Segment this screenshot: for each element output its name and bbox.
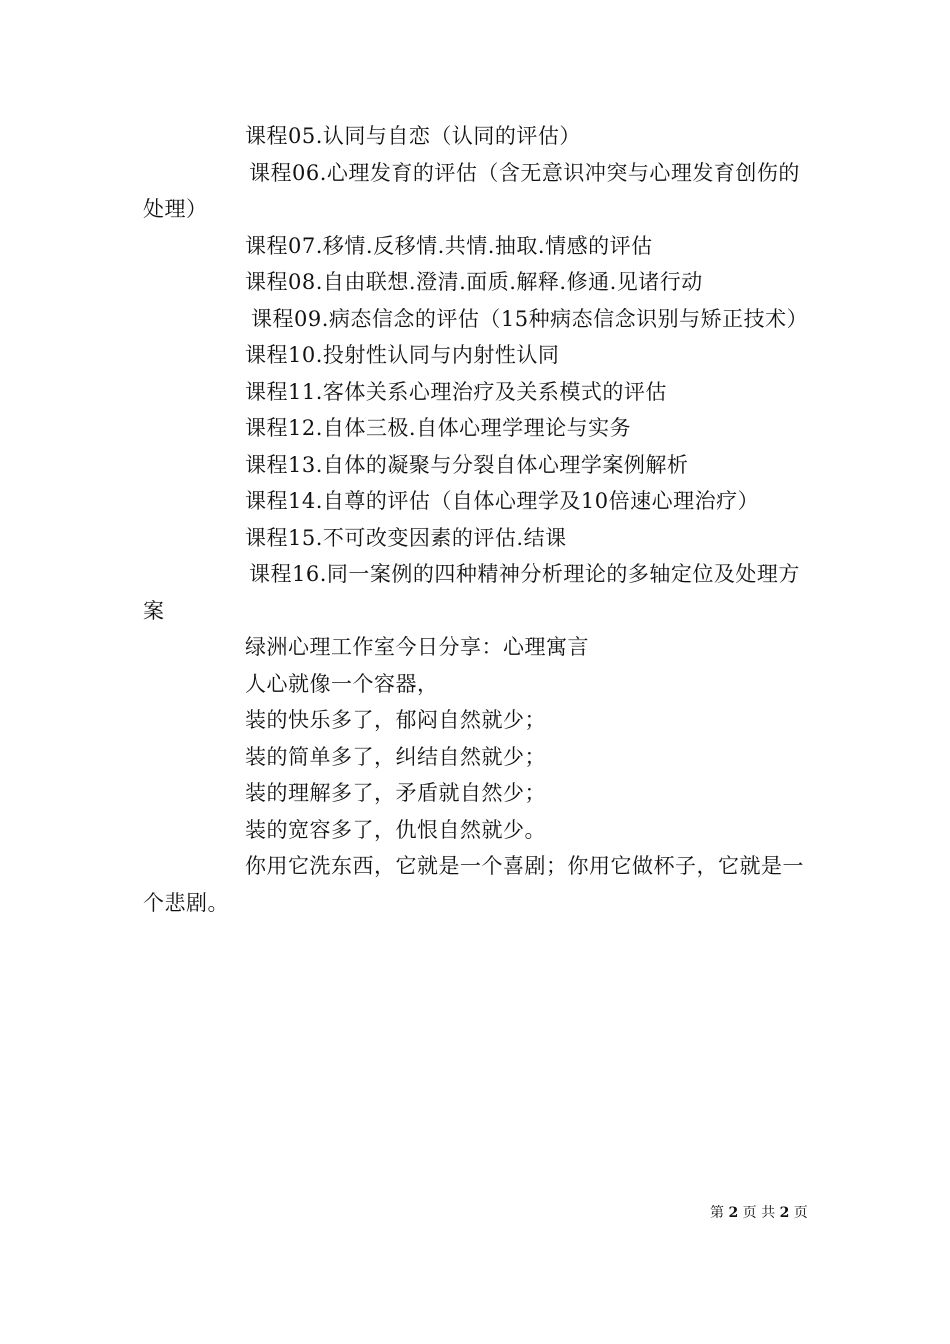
paragraph-course-07: 课程07.移情.反移情.共情.抽取.情感的评估 bbox=[245, 233, 653, 258]
paragraph-course-09: 课程09.病态信念的评估（15种病态信念识别与矫正技术） bbox=[251, 306, 809, 331]
paragraph-course-05: 课程05.认同与自恋（认同的评估） bbox=[245, 124, 581, 148]
footer-prefix: 第 bbox=[710, 1205, 724, 1221]
paragraph-fable-line-2: 装的快乐多了，郁闷自然就少； bbox=[245, 708, 546, 732]
page-footer bbox=[710, 1203, 820, 1223]
paragraph-fable-line-1: 人心就像一个容器， bbox=[245, 671, 439, 696]
paragraph-fable-line-5: 装的宽容多了，仇恨自然就少。 bbox=[245, 817, 546, 842]
footer-current-page: 2 bbox=[728, 1205, 739, 1221]
paragraph-share-title: 绿洲心理工作室今日分享：心理寓言 bbox=[245, 635, 589, 659]
paragraph-fable-conclusion: 你用它洗东西，它就是一个喜剧；你用它做杯子，它就是一个悲剧。 bbox=[143, 854, 804, 915]
footer-total-pages: 2 bbox=[779, 1205, 790, 1221]
footer-middle: 页 共 bbox=[742, 1205, 776, 1221]
paragraph-course-08: 课程08.自由联想.澄清.面质.解释.修通.见诸行动 bbox=[245, 270, 703, 294]
paragraph-course-10: 课程10.投射性认同与内射性认同 bbox=[245, 343, 560, 367]
paragraph-course-11: 课程11.客体关系心理治疗及关系模式的评估 bbox=[245, 379, 667, 404]
footer-suffix: 页 bbox=[793, 1205, 808, 1221]
paragraph-course-16: 课程16.同一案例的四种精神分析理论的多轴定位及处理方案 bbox=[143, 562, 800, 623]
paragraph-fable-line-3: 装的简单多了，纠结自然就少； bbox=[245, 744, 546, 769]
paragraph-fable-line-4: 装的理解多了，矛盾就自然少； bbox=[245, 781, 546, 805]
paragraph-course-13: 课程13.自体的凝聚与分裂自体心理学案例解析 bbox=[245, 452, 689, 477]
document-body bbox=[143, 118, 813, 921]
paragraph-course-14: 课程14.自尊的评估（自体心理学及10倍速心理治疗） bbox=[245, 489, 760, 513]
paragraph-course-15: 课程15.不可改变因素的评估.结课 bbox=[245, 525, 567, 550]
paragraph-course-12: 课程12.自体三极.自体心理学理论与实务 bbox=[245, 416, 632, 440]
paragraph-course-06: 课程06.心理发育的评估（含无意识冲突与心理发育创伤的处理） bbox=[143, 160, 800, 221]
